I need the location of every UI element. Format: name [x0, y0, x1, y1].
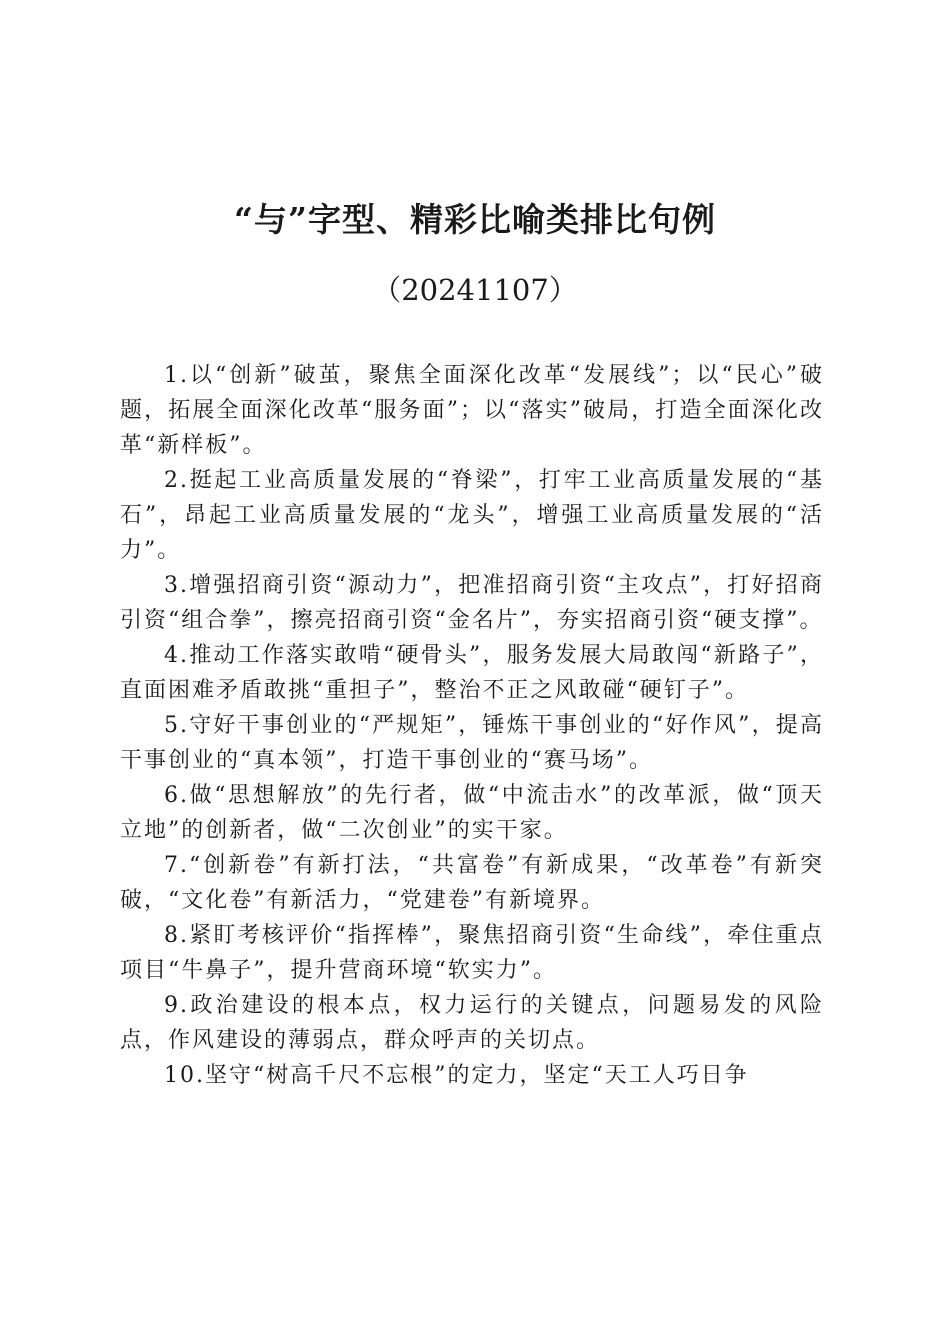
- paragraph-4: 4.推动工作落实敢啃“硬骨头”，服务发展大局敢闯“新路子”，直面困难矛盾敢挑“重担子”，整治不正之风敢碰“硬钉子”。: [120, 643, 824, 703]
- paragraph-3: 3.增强招商引资“源动力”，把准招商引资“主攻点”，打好招商引资“组合拳”，擦亮招商引资“金名片”，夯实招商引资“硬支撑”。: [120, 573, 824, 633]
- paragraph-7: 7.“创新卷”有新打法，“共富卷”有新成果，“改革卷”有新突破，“文化卷”有新活力，“党建卷”有新境界。: [120, 853, 824, 913]
- paragraph-6: 6.做“思想解放”的先行者，做“中流击水”的改革派，做“顶天立地”的创新者，做“二次创业”的实干家。: [120, 783, 824, 843]
- document-body: [120, 358, 824, 1093]
- paragraph-9: 9.政治建设的根本点，权力运行的关键点，问题易发的风险点，作风建设的薄弱点，群众呼声的关切点。: [120, 993, 824, 1053]
- paragraph-1: 1.以“创新”破茧，聚焦全面深化改革“发展线”；以“民心”破题，拓展全面深化改革“服务面”；以“落实”破局，打造全面深化改革“新样板”。: [120, 363, 824, 458]
- paragraph-5: 5.守好干事创业的“严规矩”，锤炼干事创业的“好作风”，提高干事创业的“真本领”，打造干事创业的“赛马场”。: [120, 713, 824, 773]
- document-title: “与”字型、精彩比喻类排比句例: [234, 200, 716, 239]
- paragraph-8: 8.紧盯考核评价“指挥棒”，聚焦招商引资“生命线”，牵住重点项目“牛鼻子”，提升营商环境“软实力”。: [120, 923, 824, 983]
- paragraph-2: 2.挺起工业高质量发展的“脊梁”，打牢工业高质量发展的“基石”，昂起工业高质量发展的“龙头”，增强工业高质量发展的“活力”。: [120, 468, 824, 563]
- paragraph-10: 10.坚守“树高千尺不忘根”的定力，坚定“天工人巧日争: [164, 1063, 749, 1088]
- document-date: （20241107）: [372, 273, 578, 307]
